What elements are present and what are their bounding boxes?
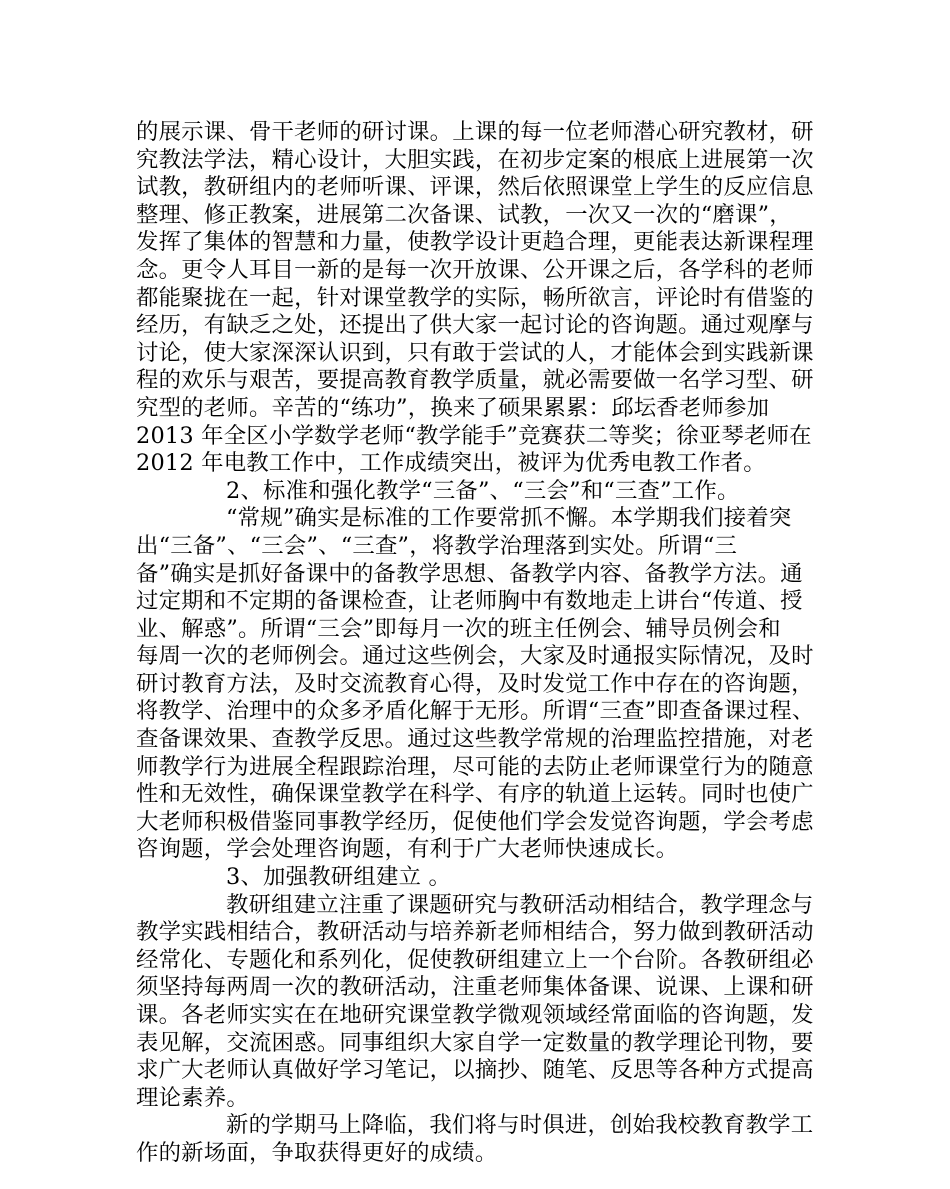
text-line: 试教，教研组内的老师听课、评课，然后依照课堂上学生的反应信息 (136, 174, 814, 201)
text-line: 2012 年电教工作中，工作成绩突出，被评为优秀电教工作者。 (136, 450, 766, 477)
text-line: 须坚持每两周一次的教研活动，注重老师集体备课、说课、上课和研 (136, 974, 814, 1001)
text-line: 查备课效果、查教学反思。通过这些教学常规的治理监控措施，对老 (136, 726, 814, 753)
text-line: 究型的老师。辛苦的“练功”，换来了硕果累累：邱坛香老师参加 (136, 394, 770, 421)
text-line: 课。各老师实实在在地研究课堂教学微观领域经常面临的咨询题，发 (136, 1002, 814, 1028)
text-line: 业、解惑”。所谓“三会”即每月一次的班主任例会、辅导员例会和 (136, 615, 781, 642)
text-line: 2013 年全区小学数学老师“教学能手”竞赛获二等奖；徐亚琴老师在 (136, 422, 812, 449)
text-line: 将教学、治理中的众多矛盾化解于无形。所谓“三查”即查备课过程、 (136, 698, 815, 725)
text-line: 念。更令人耳目一新的是每一次开放课、公开课之后，各学科的老师 (136, 256, 814, 283)
text-line: 教研组建立注重了课题研究与教研活动相结合，教学理念与 (226, 891, 814, 918)
text-line: 2、标准和强化教学“三备”、“三会”和“三查”工作。 (226, 477, 740, 504)
text-line: 求广大老师认真做好学习笔记，以摘抄、随笔、反思等各种方式提高 (136, 1057, 814, 1084)
text-line: 过定期和不定期的备课检查，让老师胸中有数地走上讲台“传道、授 (136, 588, 803, 615)
text-line: 的展示课、骨干老师的研讨课。上课的每一位老师潜心研究教材，研 (136, 119, 814, 145)
text-line: 都能聚拢在一起，针对课堂教学的实际，畅所欲言，评论时有借鉴的 (136, 284, 814, 311)
text-line: 教学实践相结合，教研活动与培养新老师相结合，努力做到教研活动 (136, 919, 814, 946)
text-line: 经常化、专题化和系列化，促使教研组建立上一个台阶。各教研组必 (136, 946, 814, 973)
text-line: 备”确实是抓好备课中的备教学思想、备教学内容、备教学方法。通 (136, 560, 803, 587)
text-line: 师教学行为进展全程跟踪治理，尽可能的去防止老师课堂行为的随意 (136, 753, 814, 780)
text-line: 整理、修正教案，进展第二次备课、试教，一次又一次的“磨课”， (136, 201, 792, 228)
text-line: 研讨教育方法，及时交流教育心得，及时发觉工作中存在的咨询题， (136, 670, 814, 697)
document-body (136, 119, 826, 1168)
text-line: 每周一次的老师例会。通过这些例会，大家及时通报实际情况，及时 (136, 643, 814, 670)
text-line: 性和无效性，确保课堂教学在科学、有序的轨道上运转。同时也使广 (136, 781, 814, 808)
text-line: 大老师积极借鉴同事教学经历，促使他们学会发觉咨询题，学会考虑 (136, 808, 814, 835)
text-line: 讨论，使大家深深认识到，只有敢于尝试的人，才能体会到实践新课 (136, 339, 814, 366)
text-line: “常规”确实是标准的工作要常抓不懈。本学期我们接着突 (226, 505, 792, 532)
text-line: 作的新场面，争取获得更好的成绩。 (136, 1139, 498, 1166)
text-line: 新的学期马上降临，我们将与时俱进，创始我校教育教学工 (226, 1112, 814, 1139)
text-line: 经历，有缺乏之处，还提出了供大家一起讨论的咨询题。通过观摩与 (136, 312, 814, 339)
text-line: 表见解，交流困惑。同事组织大家自学一定数量的教学理论刊物，要 (136, 1029, 814, 1056)
text-line: 究教法学法，精心设计，大胆实践，在初步定案的根底上进展第一次 (136, 146, 814, 173)
text-line: 3、加强教研组建立 。 (226, 864, 452, 891)
text-line: 理论素养。 (136, 1084, 249, 1111)
text-line: 咨询题，学会处理咨询题，有利于广大老师快速成长。 (136, 836, 679, 863)
text-line: 程的欢乐与艰苦，要提高教育教学质量，就必需要做一名学习型、研 (136, 367, 814, 394)
text-line: 出“三备”、“三会”、“三查”，将教学治理落到实处。所谓“三 (136, 532, 738, 559)
text-line: 发挥了集体的智慧和力量，使教学设计更趋合理，更能表达新课程理 (136, 229, 814, 256)
